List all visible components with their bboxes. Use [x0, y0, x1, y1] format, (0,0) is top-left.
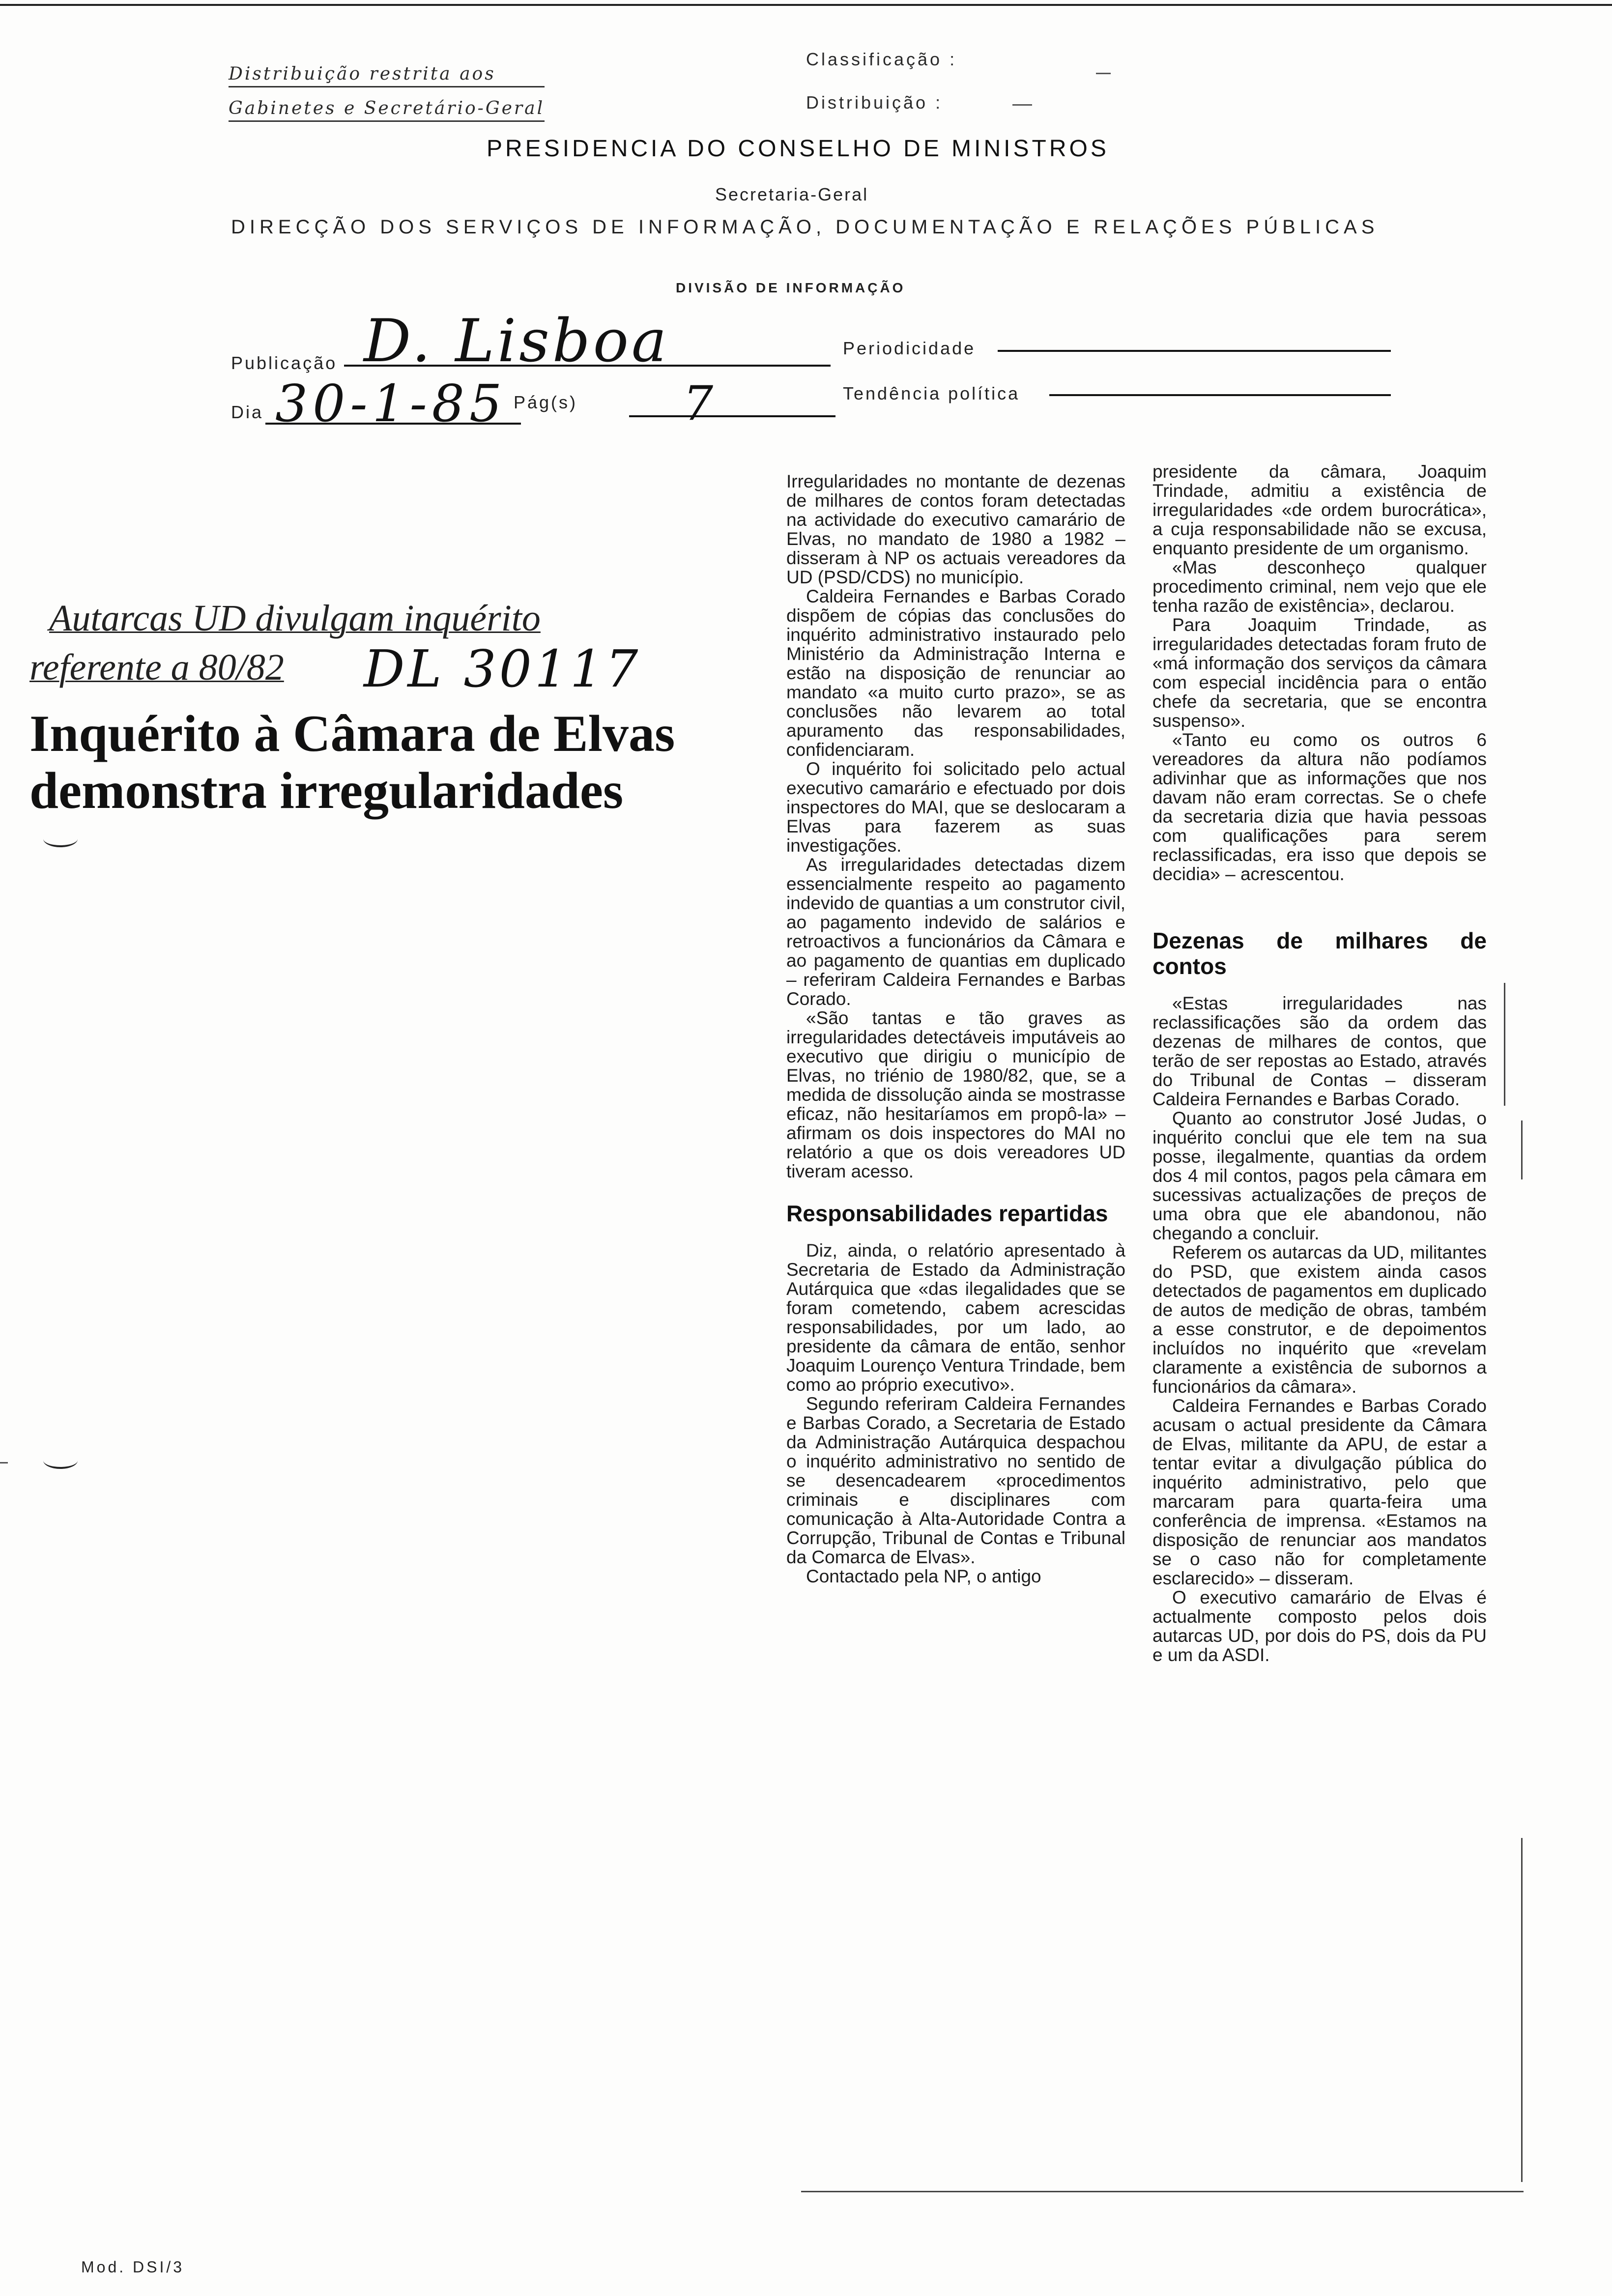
col1-paragraph: Segundo referiram Caldeira Fernandes e Barbas Corado, a Secretaria de Estado da Administração Autárquica despachou o inquérito administrativo no sentido de se desencadearem «procedimentos criminais e disciplinares com comunicação à Alta-Autoridade Contra a Corrupção, Tribunal de Contas e Tribunal da Comarca de Elvas». — [786, 1394, 1125, 1567]
pages-value: 7 — [683, 376, 714, 431]
col1-paragraph: Irregularidades no montante de dezenas de milhares de contos foram detectadas na actividade do executivo camarário de Elvas, no mandato de 1980 a 1982 – disseram à NP os actuais vereadores da UD (PSD/CDS) no município. — [786, 471, 1125, 587]
margin-mark-bottom — [43, 1452, 78, 1469]
col1-paragraph: As irregularidades detectadas dizem essencialmente respeito ao pagamento indevido de quantias a um construtor civil, ao pagamento indevido de salários e retroactivos a funcionários da Câmara e ao pagamento de quantias em duplicado – referiram Caldeira Fernandes e Barbas Corado. — [786, 855, 1125, 1009]
top-border-line — [0, 4, 1612, 6]
day-label: Dia — [231, 402, 264, 422]
col2-paragraph: Para Joaquim Trindade, as irregularidades detectadas foram fruto de «má informação dos serviços da câmara com especial incidência para o então chefe da secretaria, que se encontra suspenso». — [1152, 615, 1487, 731]
article-column-2 — [1152, 462, 1487, 1665]
publication-value: D. Lisboa — [364, 307, 670, 375]
pages-rule — [629, 415, 835, 417]
col2-paragraph: «Estas irregularidades nas reclassificações são da ordem das dezenas de milhares de contos, que terão de ser repostas ao Estado, através do Tribunal de Contas – disseram Caldeira Fernandes e Barbas Corado. — [1152, 993, 1487, 1109]
clipping-edge-right-upper — [1504, 983, 1505, 1106]
col2-paragraph: «Mas desconheço qualquer procedimento criminal, nem vejo que ele tenha razão de existência», declarou. — [1152, 557, 1487, 616]
institution-title: PRESIDENCIA DO CONSELHO DE MINISTROS — [487, 136, 1109, 162]
secretariat-label: Secretaria-Geral — [715, 184, 869, 204]
article-kicker-line1: Autarcas UD divulgam inquérito — [49, 598, 541, 639]
distribution-note — [229, 64, 545, 122]
publication-rule — [344, 365, 831, 367]
col1-paragraph: O inquérito foi solicitado pelo actual executivo camarário e efectuado por dois inspectores do MAI, que se deslocaram a Elvas para fazerem as suas investigações. — [786, 759, 1125, 856]
article-kicker-line2: referente a 80/82 — [29, 647, 284, 688]
day-value: 30-1-85 — [275, 373, 507, 433]
article-headline-line1: Inquérito à Câmara de Elvas — [29, 705, 675, 762]
classification-label: Classificação : — [806, 49, 957, 69]
col1-subheading: Responsabilidades repartidas — [786, 1201, 1108, 1226]
distribution-note-line2: Gabinetes e Secretário-Geral — [229, 98, 545, 122]
periodicity-label: Periodicidade — [843, 338, 976, 358]
article-column-1 — [786, 472, 1125, 1586]
publication-label: Publicação — [231, 353, 338, 373]
col2-paragraph: Referem os autarcas da UD, militantes do PSD, que existem ainda casos detectados de pagamentos em duplicado de autos de medição de obras, também a esse construtor, e de depoimentos incluídos no inquérito que «revelam claramente a existência de subornos a funcionários da câmara». — [1152, 1242, 1487, 1397]
article-headline-line2: demonstra irregularidades — [29, 762, 624, 819]
col1-paragraph: Diz, ainda, o relatório apresentado à Secretaria de Estado da Administração Autárquica que «das ilegalidades que se foram cometendo, cabem acrescidas responsabilidades, por um lado, ao presidente da câmara de então, senhor Joaquim Lourenço Ventura Trindade, bem como ao próprio executivo». — [786, 1240, 1125, 1395]
margin-tick — [0, 1462, 8, 1464]
margin-mark-top — [43, 831, 78, 847]
directorate-label: DIRECÇÃO DOS SERVIÇOS DE INFORMAÇÃO, DOCUMENTAÇÃO E RELAÇÕES PÚBLICAS — [231, 216, 1379, 238]
distribution-mark — [1012, 104, 1032, 106]
col2-paragraph: presidente da câmara, Joaquim Trindade, admitiu a existência de irregularidades «de ordem burocrática», a cuja responsabilidade não se excusa, enquanto presidente de um organismo. — [1152, 461, 1487, 558]
col1-paragraph: Contactado pela NP, o antigo — [806, 1566, 1041, 1586]
classification-mark — [1096, 73, 1111, 74]
col2-paragraph: O executivo camarário de Elvas é actualmente composto pelos dois autarcas UD, por dois do PS, dois da PU e um da ASDI. — [1152, 1587, 1487, 1665]
col1-paragraph: Caldeira Fernandes e Barbas Corado dispõem de cópias das conclusões do inquérito administrativo instaurado pelo Ministério da Administração Interna e estão na disposição de renunciar ao mandato «a muito curto prazo», se as conclusões não levarem ao total apuramento das responsabilidades, confidenciaram. — [786, 586, 1125, 760]
clipping-edge-right-mid — [1521, 1120, 1523, 1179]
periodicity-rule — [998, 350, 1391, 352]
distribution-label: Distribuição : — [806, 92, 943, 113]
article-headline — [29, 705, 718, 819]
division-label: DIVISÃO DE INFORMAÇÃO — [676, 280, 906, 295]
clipping-edge-right-lower — [1521, 1838, 1523, 2182]
distribution-note-line1: Distribuição restrita aos — [229, 64, 545, 87]
form-model-code: Mod. DSI/3 — [81, 2258, 185, 2276]
pages-label: Pág(s) — [514, 392, 578, 412]
col2-paragraph: «Tanto eu como os outros 6 vereadores da altura não podíamos adivinhar que as informações que nos davam não eram correctas. Se o chefe da secretaria dizia que havia pessoas com qualificações para serem reclassificadas, era isso que depois se decidia» – acrescentou. — [1152, 730, 1487, 884]
political-tendency-label: Tendência política — [843, 383, 1020, 403]
clipping-edge-bottom — [801, 2191, 1524, 2192]
col2-paragraph: Quanto ao construtor José Judas, o inquérito conclui que ele tem na sua posse, ilegalmente, quantias da ordem dos 4 mil contos, pagos pela câmara em sucessivas actualizações de preços de uma obra que ele abandonou, não chegando a concluir. — [1152, 1108, 1487, 1243]
handwritten-reference: DL 30117 — [364, 639, 641, 699]
political-tendency-rule — [1049, 394, 1391, 396]
col1-paragraph: «São tantas e tão graves as irregularidades detectáveis imputáveis ao executivo que dirigiu o município de Elvas, no triénio de 1980/82, que, se a medida de dissolução ainda se mostrasse eficaz, não hesitaríamos em propô-la» – afirmam os dois inspectores do MAI no relatório a que os dois vereadores UD tiveram acesso. — [786, 1008, 1125, 1181]
col2-paragraph: Caldeira Fernandes e Barbas Corado acusam o actual presidente da Câmara de Elvas, militante da APU, de estar a tentar evitar a divulgação pública do inquérito administrativo, pelo que marcaram para quarta-feira uma conferência de imprensa. «Estamos na disposição de renunciar aos mandatos se o caso não for completamente esclarecido» – disseram. — [1152, 1396, 1487, 1588]
col2-subheading: Dezenas de milhares de contos — [1152, 928, 1487, 979]
day-rule — [265, 423, 521, 425]
